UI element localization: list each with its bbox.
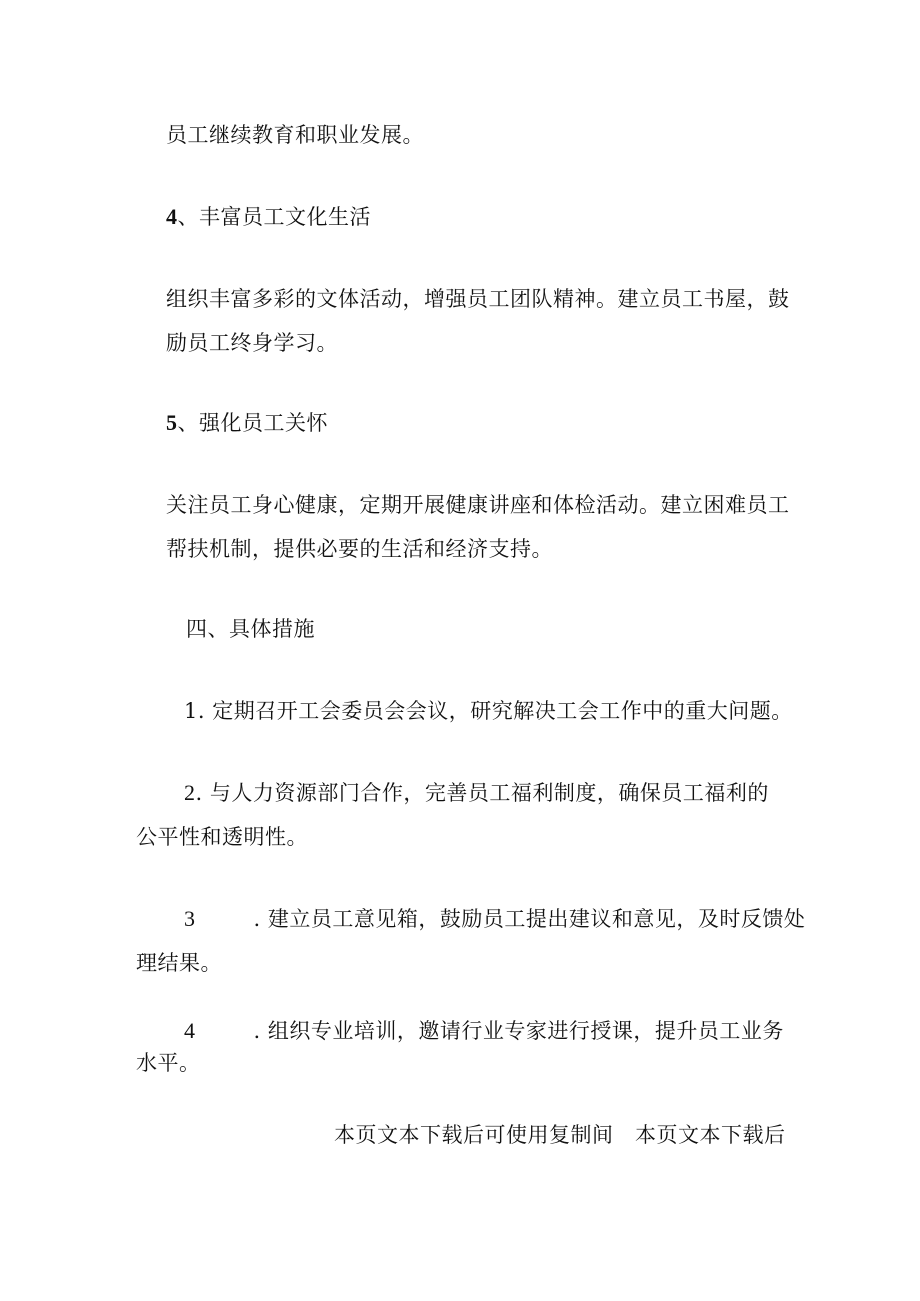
- paragraph-line: [166, 328, 338, 358]
- measure-text: . 与人力资源部门合作，完善员工福利制度，确保员工福利的: [195, 781, 769, 805]
- measure-item-3-continuation: [136, 948, 222, 978]
- paragraph-line: [166, 490, 790, 520]
- measure-text: . 建立员工意见箱，鼓励员工提出建议和意见，及时反馈处: [253, 907, 806, 931]
- measure-item-4-continuation: [136, 1048, 201, 1078]
- heading-number: 5: [166, 410, 178, 435]
- paragraph-line: [166, 284, 790, 314]
- paragraph-text: 员工继续教育和职业发展。: [166, 123, 424, 147]
- paragraph-text: 组织丰富多彩的文体活动，增强员工团队精神。建立员工书屋，鼓: [166, 287, 790, 311]
- footer-note: [334, 1120, 786, 1150]
- measure-text: . 组织专业培训，邀请行业专家进行授课，提升员工业务: [253, 1019, 784, 1043]
- measure-text: 水平。: [136, 1051, 201, 1075]
- heading-5: [166, 408, 328, 438]
- measure-number: 3: [184, 906, 196, 931]
- footer-text: 本页文本下载后可使用复制间 本页文本下载后: [334, 1123, 786, 1147]
- section-heading-text: 四、具体措施: [186, 617, 315, 641]
- measure-item-3: [184, 904, 805, 934]
- paragraph-text: 帮扶机制，提供必要的生活和经济支持。: [166, 537, 553, 561]
- heading-number: 4: [166, 204, 178, 229]
- measure-number: 4: [184, 1018, 196, 1043]
- measure-text: 理结果。: [136, 951, 222, 975]
- heading-4: [166, 202, 371, 232]
- paragraph-text: 励员工终身学习。: [166, 331, 338, 355]
- measure-item-2: [184, 778, 769, 808]
- paragraph-line: [166, 534, 553, 564]
- paragraph-line: [166, 120, 424, 150]
- heading-text: 、丰富员工文化生活: [177, 205, 371, 229]
- measure-text: 公平性和透明性。: [136, 825, 308, 849]
- measure-item-4: [184, 1016, 784, 1046]
- measure-item-2-continuation: [136, 822, 308, 852]
- measure-item-1: [184, 696, 793, 726]
- section-heading: [186, 614, 315, 644]
- measure-text: 1. 定期召开工会委员会会议，研究解决工会工作中的重大问题。: [184, 699, 793, 723]
- heading-text: 、强化员工关怀: [177, 411, 328, 435]
- measure-number: 2: [184, 780, 196, 805]
- paragraph-text: 关注员工身心健康，定期开展健康讲座和体检活动。建立困难员工: [166, 493, 790, 517]
